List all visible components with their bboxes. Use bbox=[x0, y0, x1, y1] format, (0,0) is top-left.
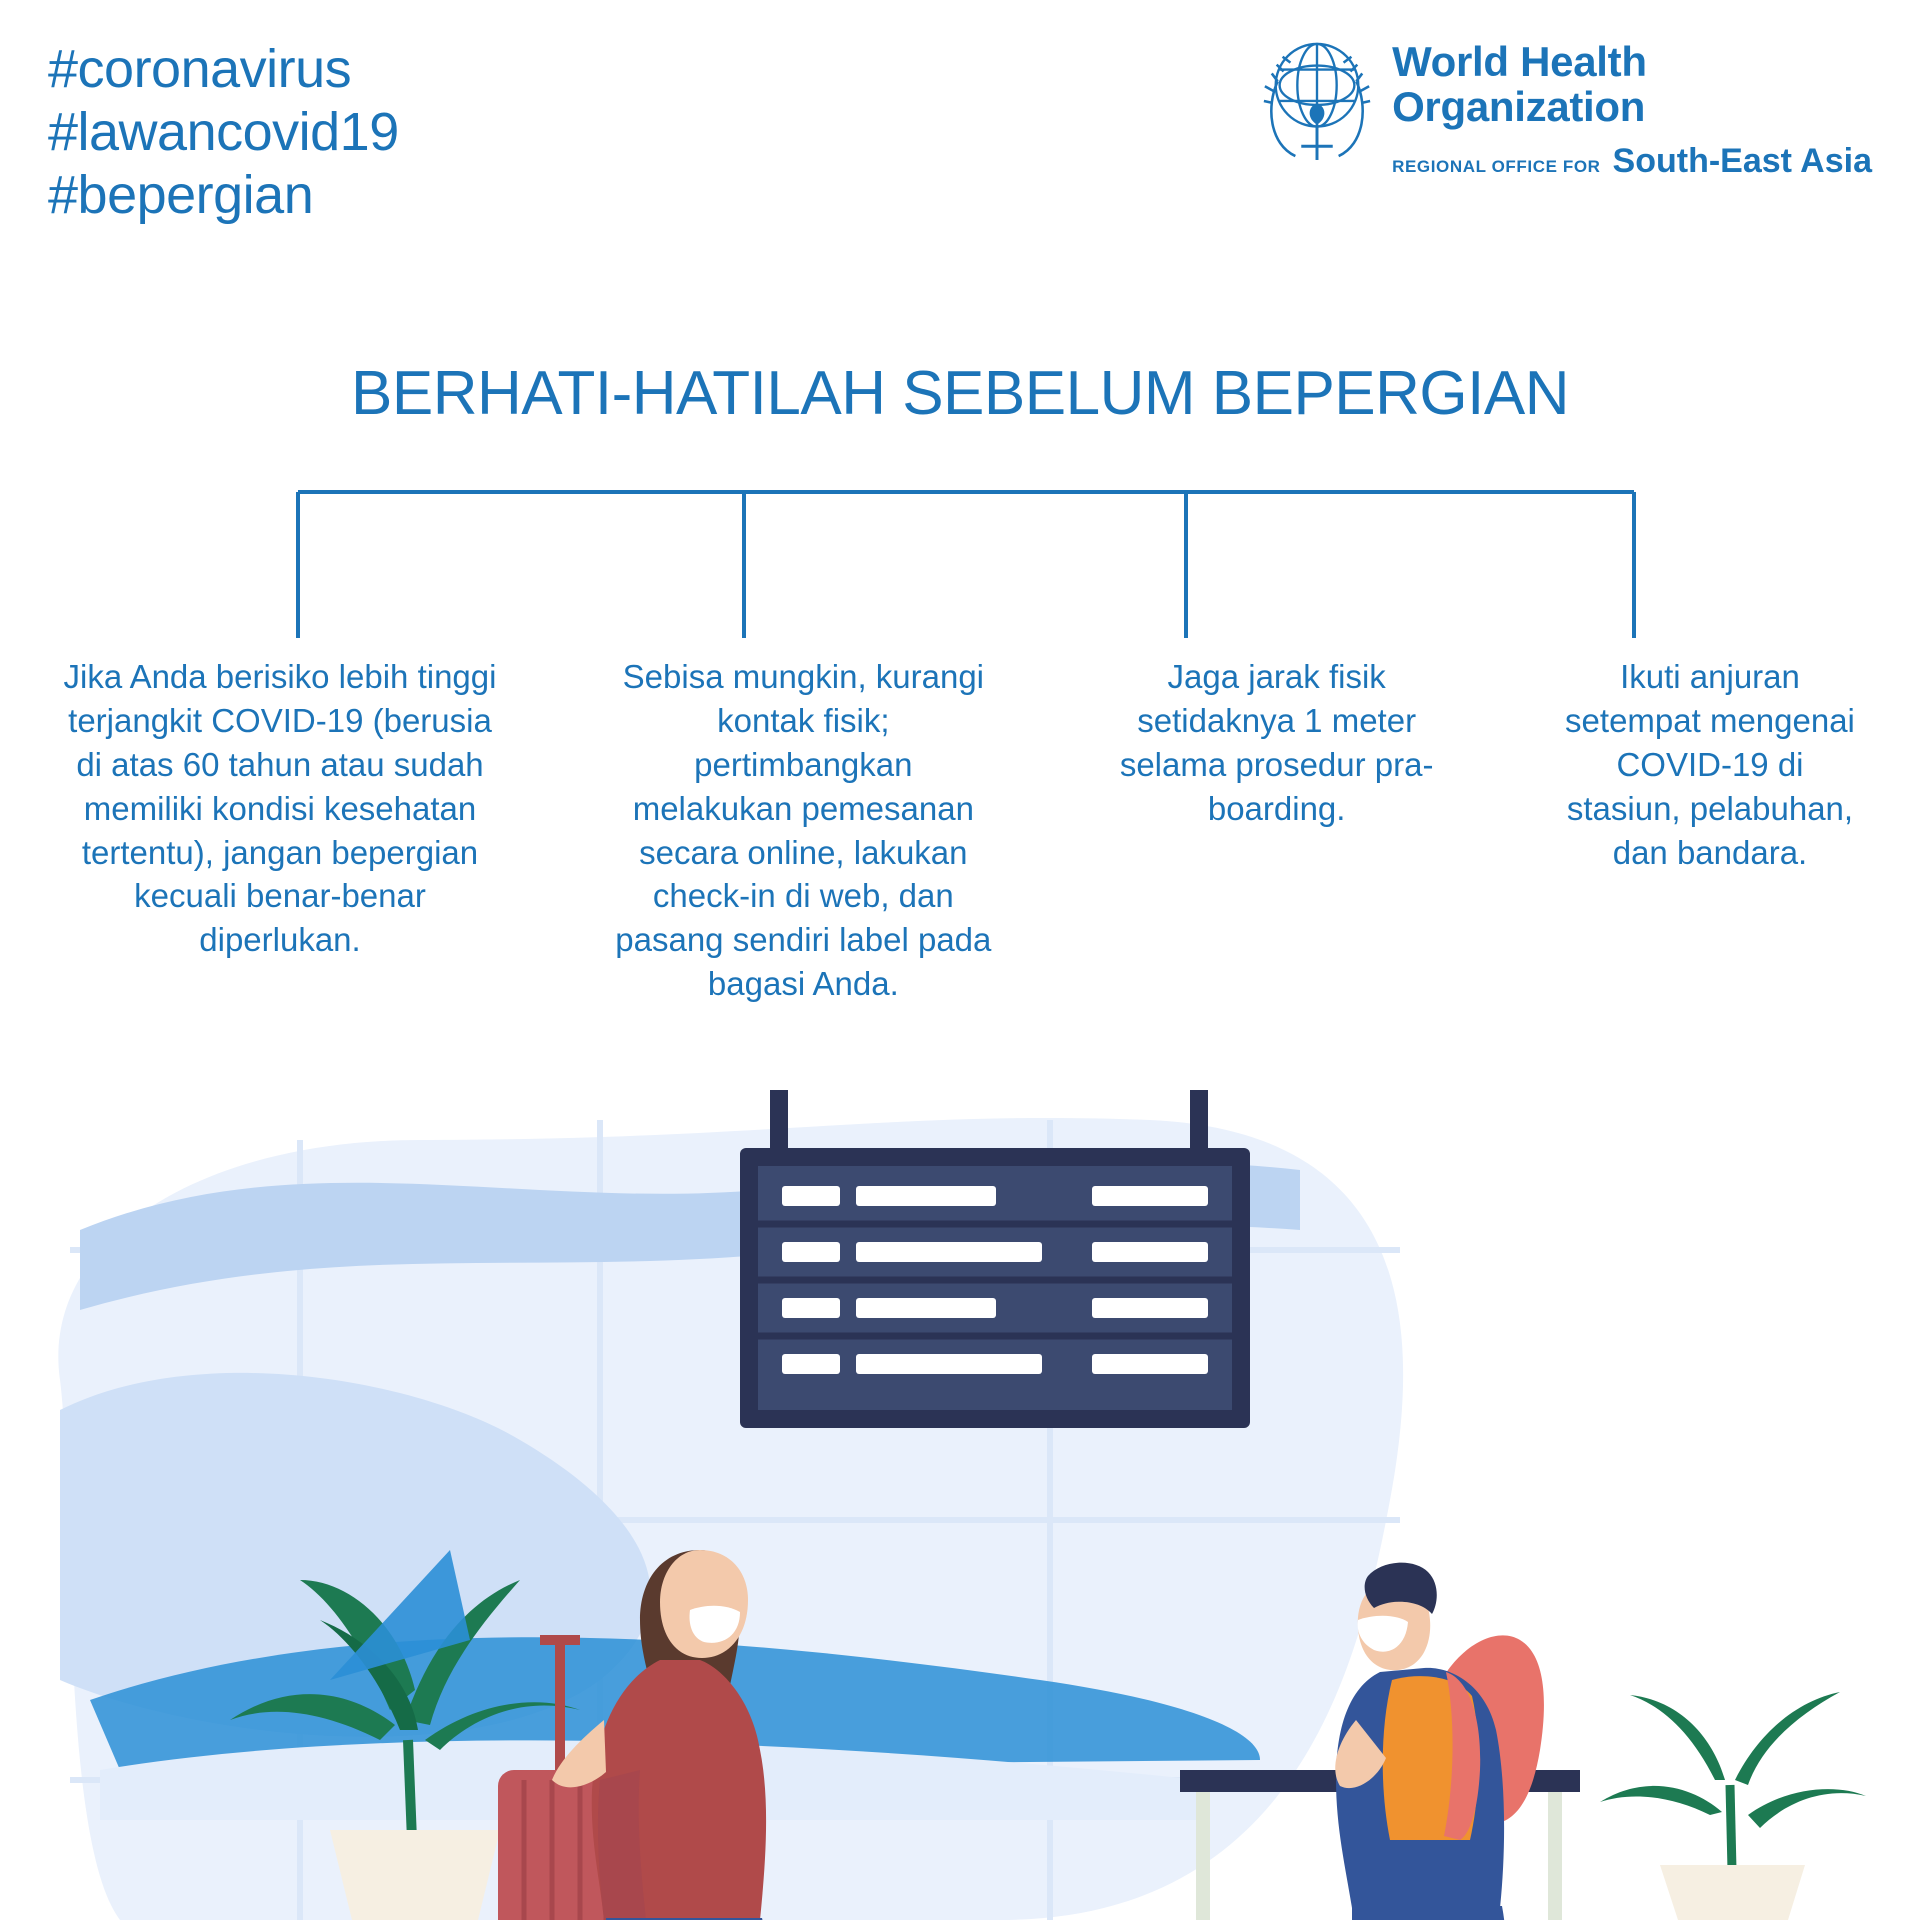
page-title: BERHATI-HATILAH SEBELUM BEPERGIAN bbox=[350, 359, 1570, 428]
hashtag-coronavirus: #coronavirus bbox=[48, 39, 352, 99]
bracket-connector bbox=[296, 490, 1636, 640]
potted-plant-right bbox=[1600, 1692, 1866, 1920]
advice-column-distance: Jaga jarak fisik setidaknya 1 meter selama prosedur pra-boarding. bbox=[1119, 658, 1434, 827]
hashtag-bepergian: #bepergian bbox=[48, 165, 314, 226]
board-hanger-right bbox=[1190, 1090, 1208, 1150]
who-region-label: REGIONAL OFFICE FOR bbox=[1392, 156, 1601, 176]
advice-column-risk: Jika Anda berisiko lebih tinggi terjangkit COVID-19 (berusia di atas 60 tahun atau sudah memiliki kondisi kesehatan tertentu), jangan bepergian kecuali benar-benar diperlukan. bbox=[63, 658, 497, 959]
airport-illustration bbox=[0, 1080, 1920, 1920]
man-trousers bbox=[1352, 1906, 1506, 1920]
traveller-man-with-backpack bbox=[1335, 1563, 1544, 1920]
who-name-line2: Organization bbox=[1392, 82, 1646, 130]
advice-column-contact: Sebisa mungkin, kurangi kontak fisik; pertimbangkan melakukan pemesanan secara online, lakukan check-in di web, dan pasang sendiri label pada bagasi Anda. bbox=[615, 658, 992, 1003]
hashtag-block bbox=[48, 38, 399, 228]
who-region-name: South-East Asia bbox=[1612, 141, 1872, 180]
woman-jacket-shadow bbox=[598, 1770, 646, 1920]
who-logo-text bbox=[1392, 30, 1872, 181]
board-hanger-left bbox=[770, 1090, 788, 1150]
who-logo bbox=[1258, 30, 1872, 181]
advice-columns bbox=[60, 655, 1860, 1006]
hashtag-lawancovid19: #lawancovid19 bbox=[48, 102, 399, 163]
advice-column-local-advice: Ikuti anjuran setempat mengenai COVID-19 di stasiun, pelabuhan, dan bandara. bbox=[1565, 658, 1855, 871]
who-name-line1: World Health bbox=[1392, 38, 1647, 85]
who-emblem-icon bbox=[1258, 30, 1376, 170]
